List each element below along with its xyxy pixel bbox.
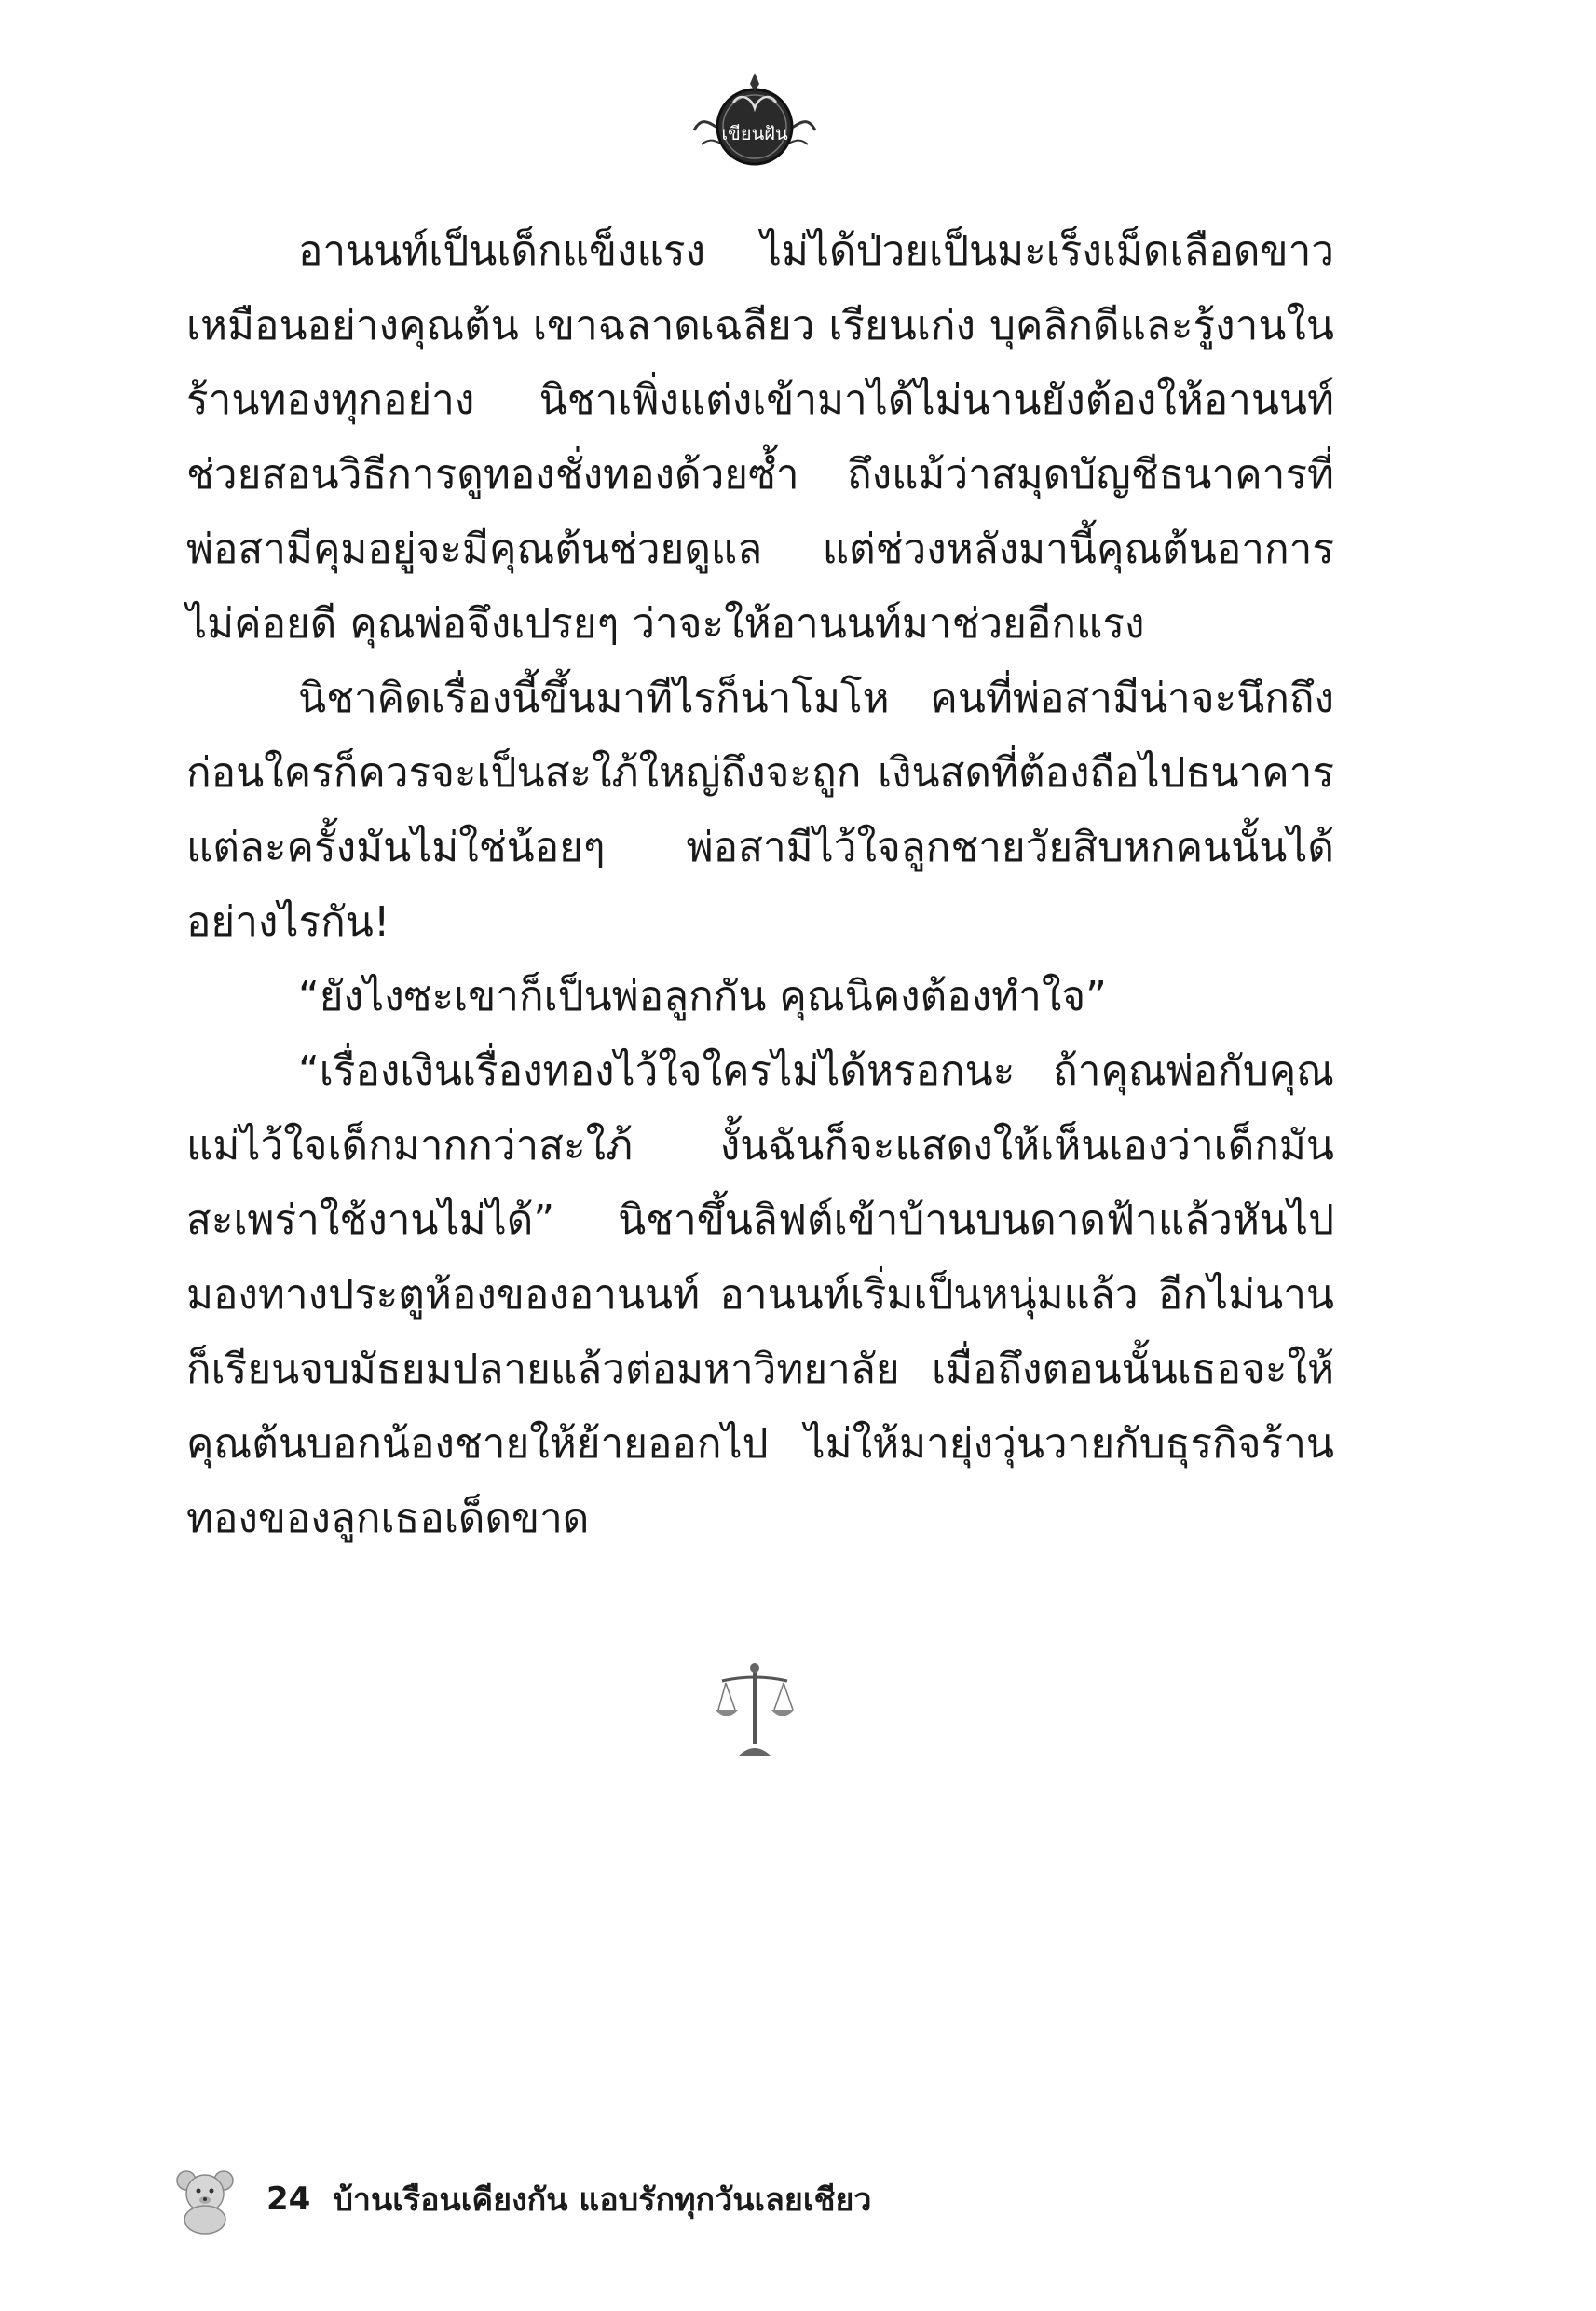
paragraph-4: “เรื่องเงินเรื่องทองไว้ใจใครไม่ได้หรอกนะ ถ้าคุณพ่อกับคุณแม่ไว้ใจเด็กมากกว่าสะใภ้ งั้นฉันก็จะแสดงให้เห็นเองว่าเด็กมันสะเพร่าใช้งานไม่ได้” นิชาขึ้นลิฟต์เข้าบ้านบนดาดฟ้าแล้วหันไปมองทางประตูห้องของอานนท์ อานนท์เริ่มเป็นหนุ่มแล้ว อีกไม่นานก็เรียนจบมัธยมปลายแล้วต่อมหาวิทยาลัย เมื่อถึงตอนนั้นเธอจะให้คุณต้นบอกน้องชายให้ย้ายออกไป ไม่ให้มายุ่งวุ่นวายกับธุรกิจร้านทองของลูกเธอเด็ดขาด	[186, 1047, 1334, 1542]
scales-of-justice-icon	[713, 1659, 797, 1761]
page-number: 24	[266, 2181, 311, 2218]
book-title: บ้านเรือนเคียงกัน แอบรักทุกวันเลยเชียว	[333, 2181, 872, 2219]
page-footer	[168, 2162, 872, 2236]
paragraph-2: นิชาคิดเรื่องนี้ขึ้นมาทีไรก็น่าโมโห คนที่พ่อสามีน่าจะนึกถึงก่อนใครก็ควรจะเป็นสะใภ้ใหญ่ถึงจะถูก เงินสดที่ต้องถือไปธนาคารแต่ละครั้งมันไม่ใช่น้อยๆ พ่อสามีไว้ใจลูกชายวัยสิบหกคนนั้นได้อย่างไรกัน!	[186, 675, 1334, 946]
paragraph-1: อานนท์เป็นเด็กแข็งแรง ไม่ได้ป่วยเป็นมะเร็งเม็ดเลือดขาวเหมือนอย่างคุณต้น เขาฉลาดเฉลียว เรียนเก่ง บุคลิกดีและรู้งานในร้านทองทุกอย่าง นิชาเพิ่งแต่งเข้ามาได้ไม่นานยังต้องให้อานนท์ช่วยสอนวิธีการดูทองชั่งทองด้วยซ้ำ ถึงแม้ว่าสมุดบัญชีธนาคารที่พ่อสามีคุมอยู่จะมีคุณต้นช่วยดูแล แต่ช่วงหลังมานี้คุณต้นอาการไม่ค่อยดี คุณพ่อจึงเปรยๆ ว่าจะให้อานนท์มาช่วยอีกแรง	[186, 227, 1334, 648]
chapter-body-text	[186, 214, 1334, 1556]
ornamental-emblem-icon	[685, 65, 825, 177]
logo-text: เขียนฝัน	[721, 122, 788, 144]
paragraph-3-dialogue: “ยังไงซะเขาก็เป็นพ่อลูกกัน คุณนิคงต้องทำใจ”	[298, 973, 1107, 1020]
teddy-bear-icon	[168, 2162, 242, 2236]
